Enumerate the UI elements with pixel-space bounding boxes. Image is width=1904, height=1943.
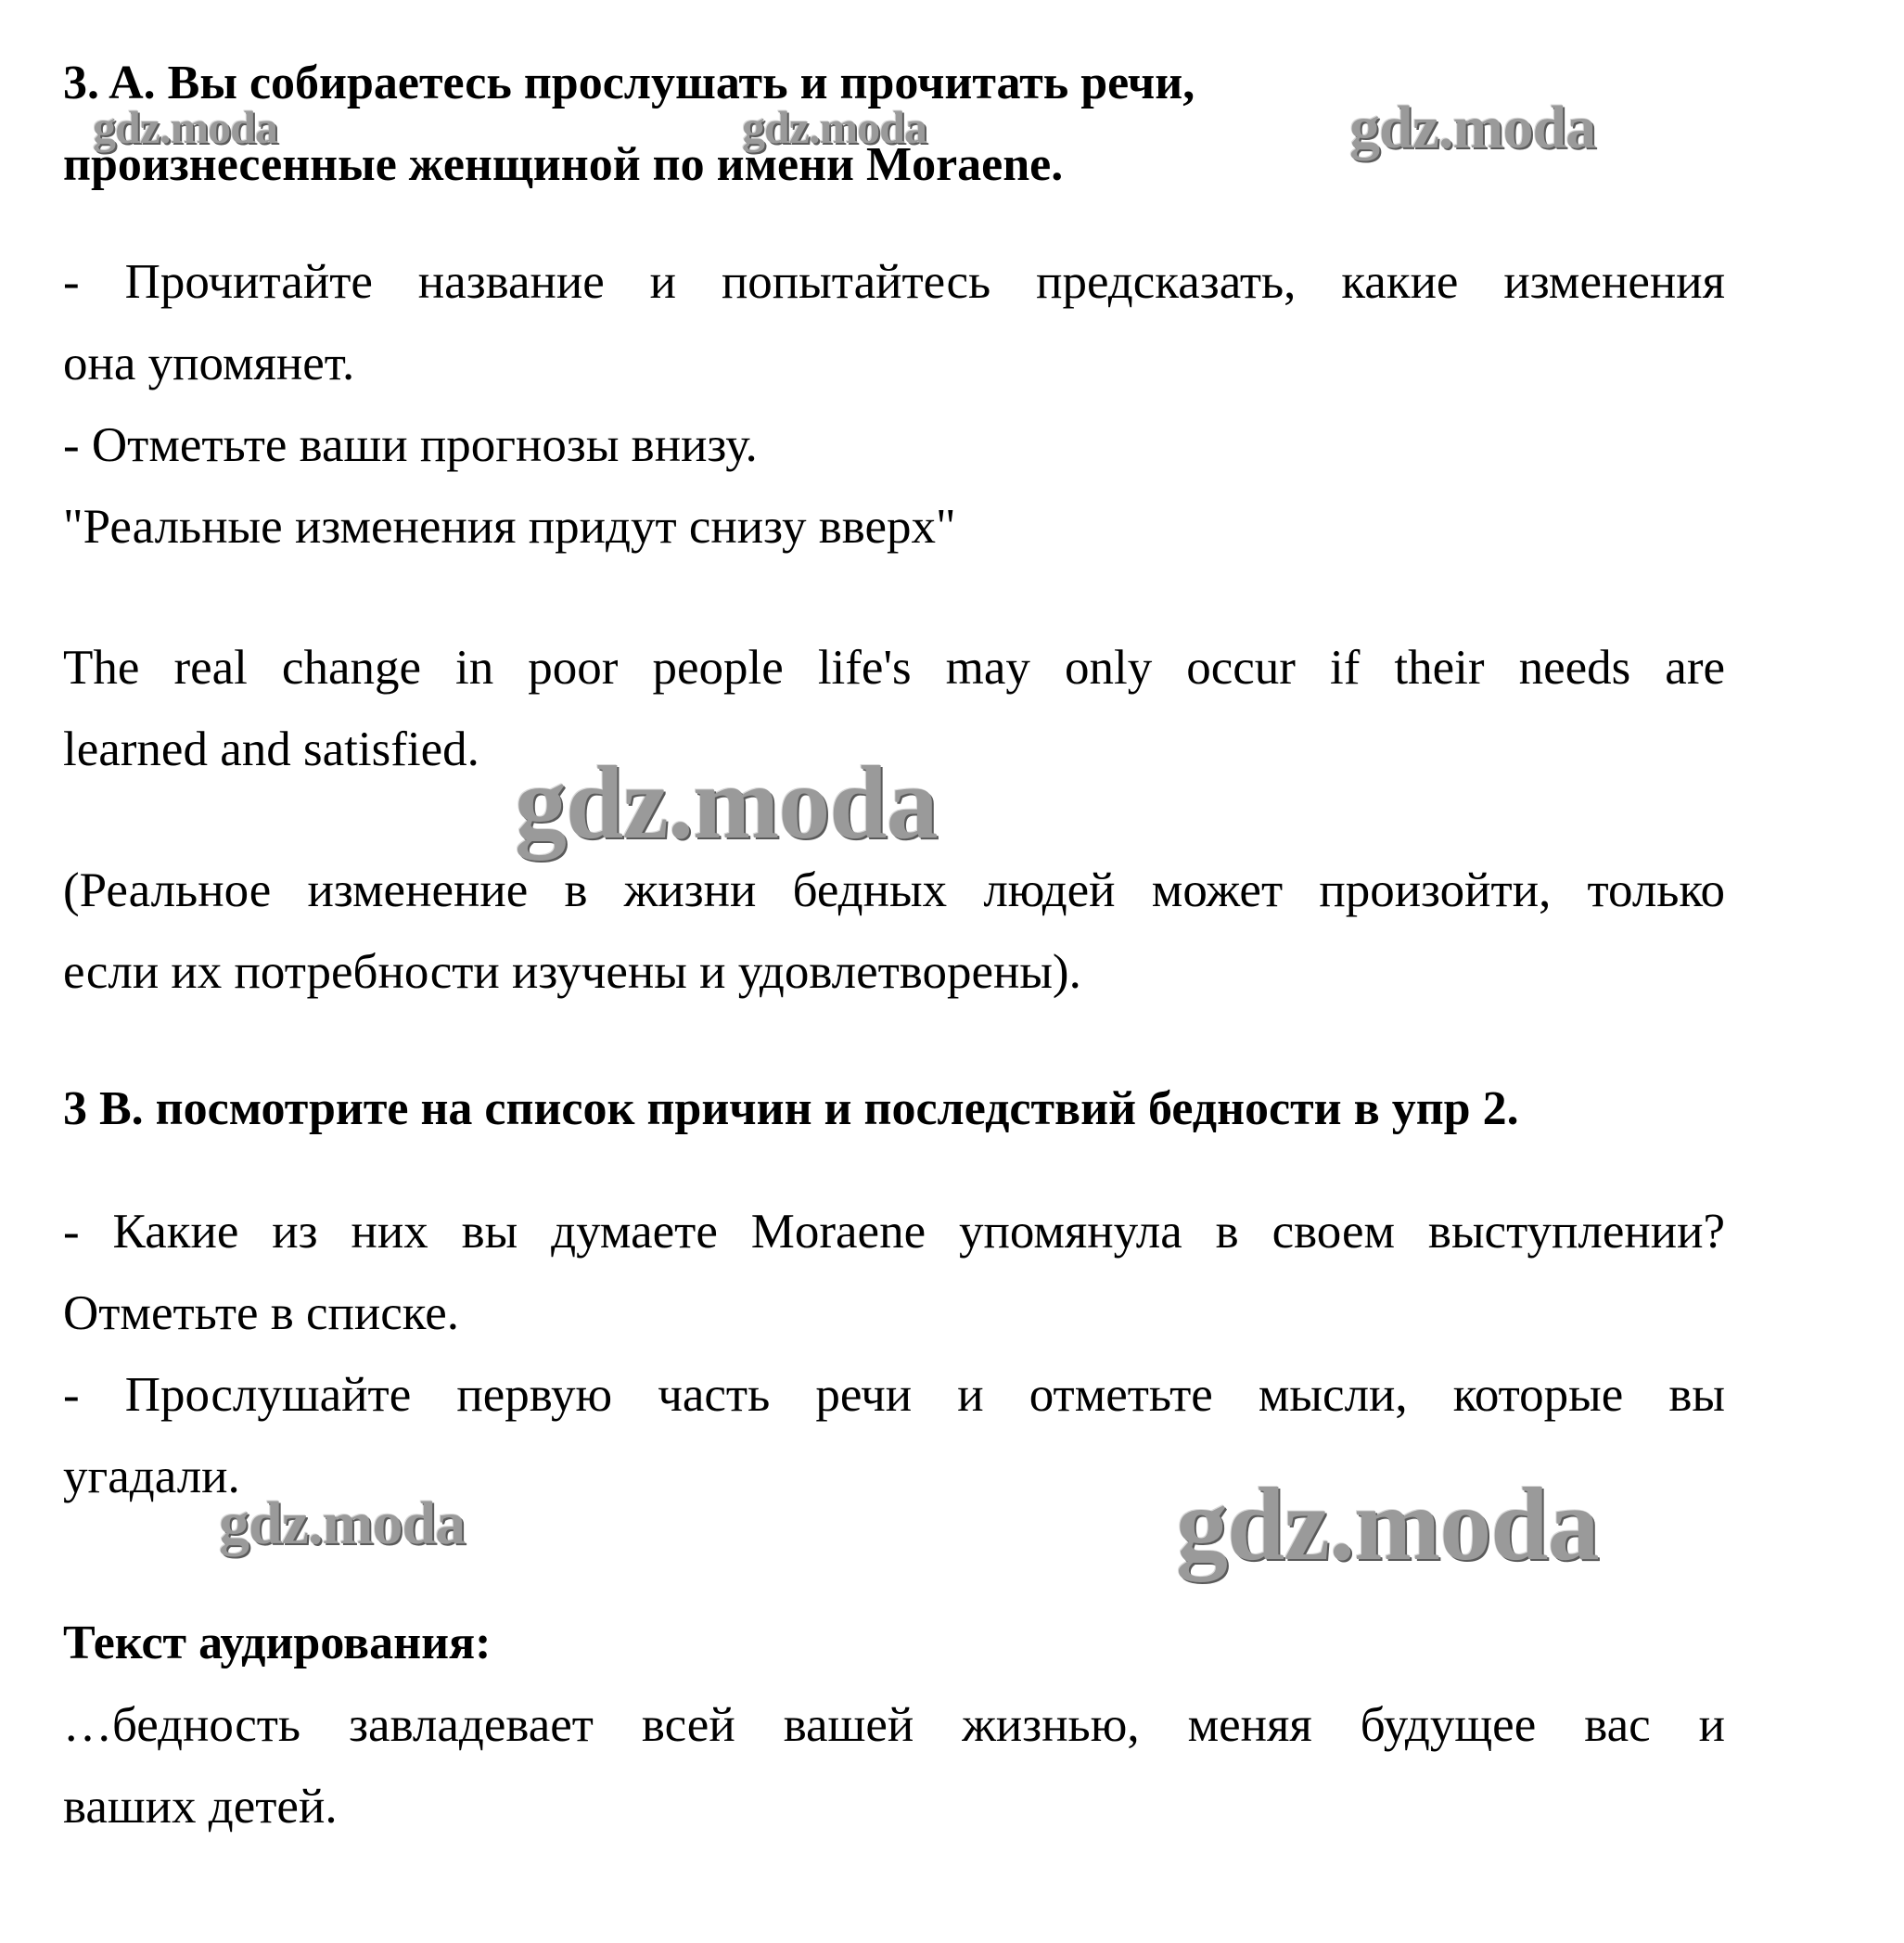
section-a-heading-line1: 3. A. Вы собираетесь прослушать и прочитать речи, xyxy=(63,57,1195,109)
section-a-instruction2: - Отметьте ваши прогнозы внизу. xyxy=(63,418,758,472)
section-a-instruction1-line2: она упомянет. xyxy=(63,337,355,390)
section-a-quote: "Реальные изменения придут снизу вверх" xyxy=(63,500,956,554)
watermark-logo: gdz.moda xyxy=(1176,1467,1599,1582)
section-b-instruction2-line2: угадали. xyxy=(63,1450,240,1503)
section-b-instruction1-line1: - Какие из них вы думаете Moraene упомянула в своем выступлении? xyxy=(63,1205,1725,1259)
listening-text-line2: ваших детей. xyxy=(63,1780,338,1834)
watermark-logo: gdz.moda xyxy=(515,746,938,861)
section-a-heading-line2: произнесенные женщиной по имени Moraene. xyxy=(63,138,1064,191)
answer-en-line1: The real change in poor people life's may only occur if their needs are xyxy=(63,641,1725,695)
section-b-instruction2-line1: - Прослушайте первую часть речи и отметьте мысли, которые вы xyxy=(63,1368,1725,1422)
listening-heading: Текст аудирования: xyxy=(63,1617,492,1669)
listening-text-line1: …бедность завладевает всей вашей жизнью, меняя будущее вас и xyxy=(63,1698,1725,1752)
answer-en-line2: learned and satisfied. xyxy=(63,722,479,776)
section-b-instruction1-line2: Отметьте в списке. xyxy=(63,1286,460,1340)
watermark-logo: gdz.moda xyxy=(93,101,277,153)
watermark-logo: gdz.moda xyxy=(219,1489,466,1557)
answer-ru-line1: (Реальное изменение в жизни бедных людей может произойти, только xyxy=(63,863,1725,917)
answer-ru-line2: если их потребности изучены и удовлетворены). xyxy=(63,945,1081,999)
watermark-logo: gdz.moda xyxy=(742,101,926,153)
section-b-heading: 3 B. посмотрите на список причин и последствий бедности в упр 2. xyxy=(63,1082,1519,1135)
watermark-logo: gdz.moda xyxy=(1349,94,1596,161)
section-a-instruction1-line1: - Прочитайте название и попытайтесь предсказать, какие изменения xyxy=(63,255,1725,309)
